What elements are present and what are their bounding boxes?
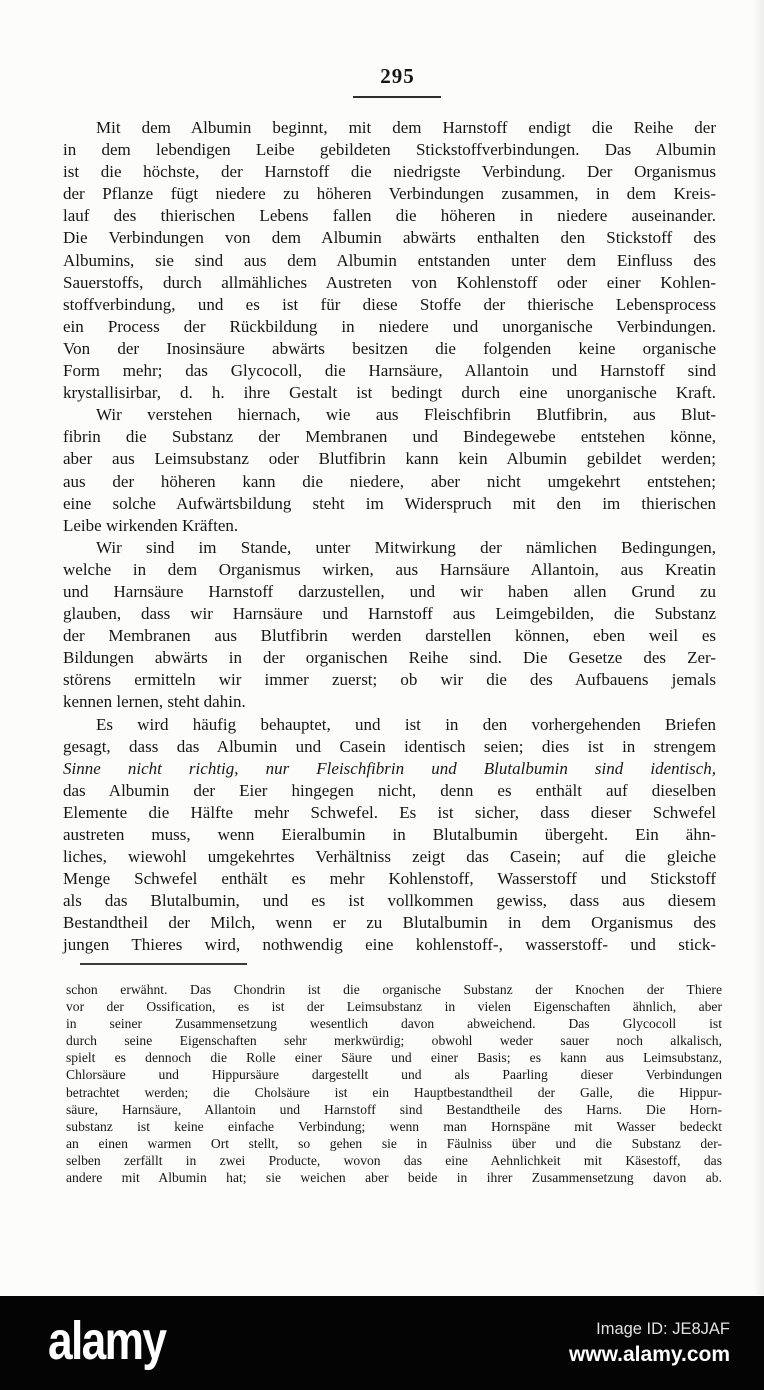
footnote-line: substanz ist keine einfache Verbindung; wenn man Hornspäne mit Wasser bedeckt (66, 1118, 722, 1134)
alamy-logo: alamy (48, 1311, 166, 1371)
text-line: kennen lernen, steht dahin. (63, 692, 246, 712)
text-line: glauben, dass wir Harnsäure und Harnstoff aus Leimgebilden, die Substanz (63, 604, 716, 624)
text-line: Albumins, sie sind aus dem Albumin entstanden unter dem Einfluss des (63, 250, 716, 270)
paragraph (63, 714, 716, 957)
footnote (66, 981, 722, 1186)
text-line: austreten muss, wenn Eieralbumin in Blutalbumin übergeht. Ein ähn- (63, 825, 716, 844)
text-line: Elemente die Hälfte mehr Schwefel. Es ist sicher, dass dieser Schwefel (63, 802, 716, 822)
footnote-line: durch seine Eigenschaften sehr merkwürdig; obwohl weder sauer noch alkalisch, (66, 1033, 722, 1049)
text-line: Wir sind im Stande, unter Mitwirkung der nämlichen Bedingungen, (96, 537, 716, 557)
text-line: aber aus Leimsubstanz oder Blutfibrin kann kein Albumin gebildet werden; (63, 449, 716, 469)
paragraph (63, 537, 716, 714)
footnote-line: betrachtet werden; die Cholsäure ist ein Hauptbestandtheil der Galle, die Hippur- (66, 1084, 722, 1100)
text-line: Es wird häufig behauptet, und ist in den vorhergehenden Briefen (96, 714, 716, 734)
text-line: stoffverbindung, und es ist für diese Stoffe der thierische Lebensprocess (63, 294, 716, 314)
text-line: ist die höchste, der Harnstoff die niedrigste Verbindung. Der Organismus (63, 162, 716, 182)
text-line: gesagt, dass das Albumin und Casein identisch seien; dies ist in strengem (63, 736, 716, 756)
text-line: störens ermitteln wir immer zuerst; ob wir die des Aufbauens jemals (63, 670, 716, 690)
text-line: krystallisirbar, d. h. ihre Gestalt ist bedingt durch eine unorganische Kraft. (63, 383, 716, 403)
text-line: Form mehr; das Glycocoll, die Harnsäure, Allantoin und Harnstoff sind (63, 361, 716, 381)
footnote-line: in seiner Zusammensetzung wesentlich davon abweichend. Das Glycocoll ist (66, 1016, 722, 1032)
text-line: Bestandtheil der Milch, wenn er zu Blutalbumin in dem Organismus des (63, 913, 716, 933)
page-number: 295 (380, 64, 415, 88)
text-line: lauf des thierischen Lebens fallen die höheren in niedere auseinander. (63, 206, 716, 226)
footnote-line: an einen warmen Ort stellt, so gehen sie in Fäulniss über und die Substanz der- (66, 1135, 722, 1151)
footnote-line: vor der Ossification, es ist der Leimsubstanz in vielen Eigenschaften ähnlich, aber (66, 999, 722, 1015)
text-line: welche in dem Organismus wirken, aus Harnsäure Allantoin, aus Kreatin (63, 559, 716, 579)
text-line: jungen Thieres wird, nothwendig eine kohlenstoff-, wasserstoff- und stick- (63, 935, 716, 955)
text-line: der Pflanze fügt niedere zu höheren Verbindungen zusammen, in dem Kreis- (63, 184, 716, 204)
main-text (63, 117, 716, 957)
page-number-rule (353, 96, 441, 98)
text-line: in dem lebendigen Leibe gebildeten Stickstoffverbindungen. Das Albumin (63, 140, 716, 160)
image-id-text: Image ID: JE8JAF (596, 1319, 730, 1338)
footnote-line: andere mit Albumin hat; sie weichen aber beide in ihrer Zusammensetzung davon ab. (66, 1170, 722, 1186)
text-line: Mit dem Albumin beginnt, mit dem Harnstoff endigt die Reihe der (96, 118, 716, 137)
paragraph (63, 117, 716, 404)
text-line: als das Blutalbumin, und es ist vollkommen gewiss, dass aus diesem (63, 891, 716, 911)
text-line: Leibe wirkenden Kräften. (63, 515, 239, 535)
text-line: Sauerstoffs, durch allmähliches Austreten von Kohlenstoff oder einer Kohlen- (63, 272, 716, 292)
alamy-url-text: www.alamy.com (568, 1342, 730, 1366)
footnote-line: schon erwähnt. Das Chondrin ist die organische Substanz der Knochen der Thiere (66, 982, 722, 997)
text-line: ein Process der Rückbildung in niedere und unorganische Verbindungen. (63, 316, 716, 336)
footnote-separator-rule (80, 963, 247, 965)
footnote-line: selben zerfällt in zwei Producte, wovon das eine Aehnlichkeit mit Käsestoff, das (66, 1152, 722, 1168)
watermark-info (569, 1320, 730, 1367)
text-line: fibrin die Substanz der Membranen und Bindegewebe entstehen könne, (63, 427, 716, 447)
text-line: Sinne nicht richtig, nur Fleischfibrin und Blutalbumin sind identisch, (63, 758, 716, 778)
text-line: Die Verbindungen von dem Albumin abwärts enthalten den Stickstoff des (63, 228, 716, 248)
text-line: Von der Inosinsäure abwärts besitzen die folgenden keine organische (63, 338, 716, 358)
paragraph (63, 404, 716, 537)
text-line: liches, wiewohl umgekehrtes Verhältniss zeigt das Casein; auf die gleiche (63, 847, 716, 867)
text-line: und Harnsäure Harnstoff darzustellen, und wir haben allen Grund zu (63, 581, 716, 601)
footnote-line: säure, Harnsäure, Allantoin und Harnstoff sind Bestandtheile des Harns. Die Horn- (66, 1101, 722, 1117)
footnote-line: Chlorsäure und Hippursäure dargestellt und als Paarling dieser Verbindungen (66, 1067, 722, 1083)
text-line: aus der höheren kann die niedere, aber nicht umgekehrt entstehen; (63, 471, 716, 491)
text-line: das Albumin der Eier hingegen nicht, denn es enthält auf dieselben (63, 780, 716, 800)
watermark-bar (0, 1296, 764, 1390)
text-line: Wir verstehen hiernach, wie aus Fleischfibrin Blutfibrin, aus Blut- (96, 405, 716, 425)
footnote-line: spielt es dennoch die Rolle einer Säure und einer Basis; es kann aus Leimsubstanz, (66, 1050, 722, 1066)
text-line: Menge Schwefel enthält es mehr Kohlenstoff, Wasserstoff und Stickstoff (63, 869, 716, 889)
text-line: Bildungen abwärts in der organischen Reihe sind. Die Gesetze des Zer- (63, 648, 716, 668)
text-line: der Membranen aus Blutfibrin werden darstellen können, eben weil es (63, 626, 716, 646)
text-line: eine solche Aufwärtsbildung steht im Widerspruch mit den im thierischen (63, 493, 716, 513)
